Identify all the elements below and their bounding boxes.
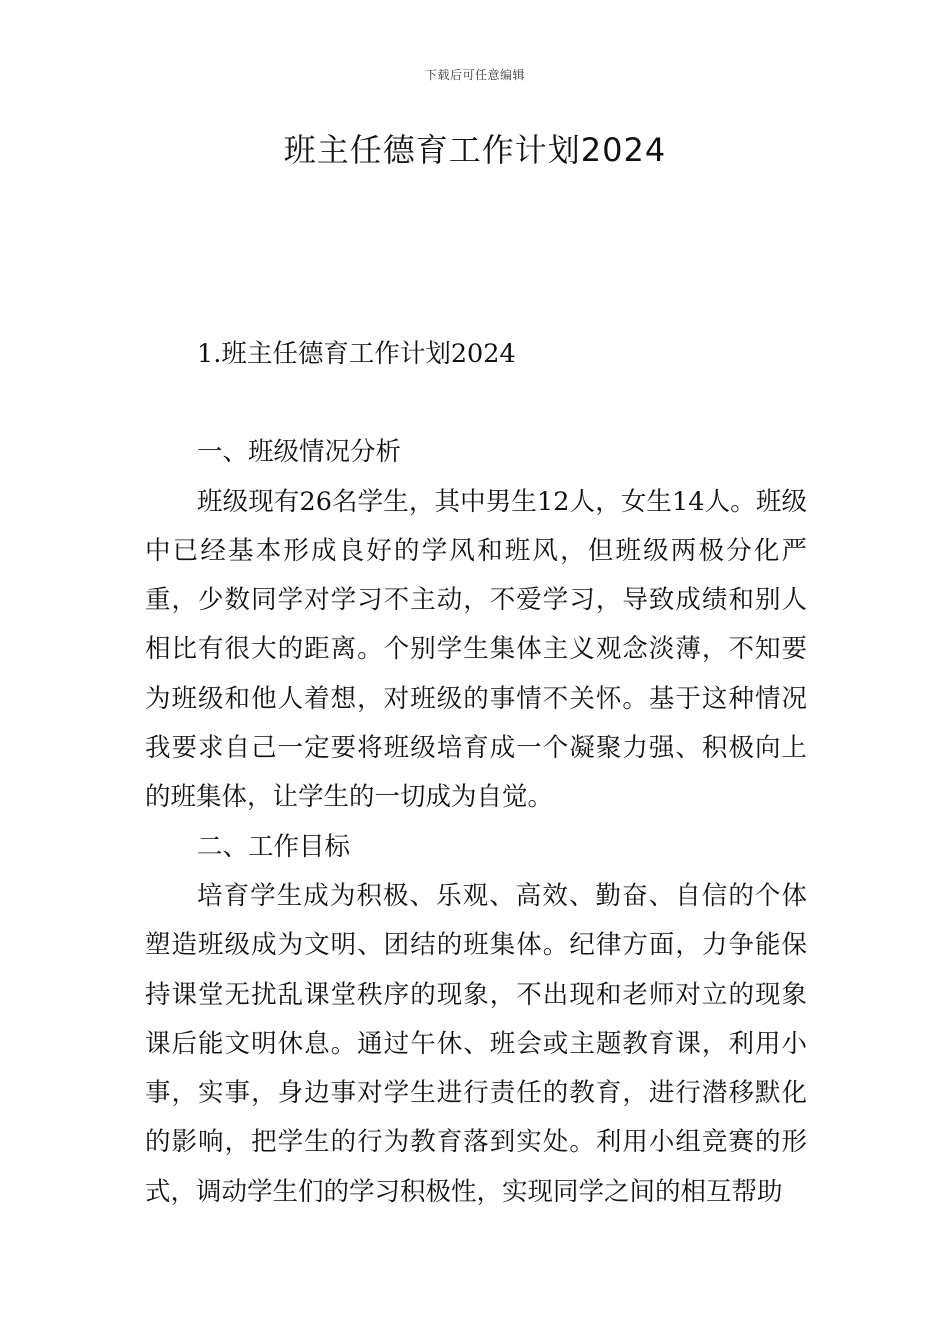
- header-note: 下载后可任意编辑: [424, 68, 525, 82]
- section-heading-goals: 二、工作目标: [197, 831, 351, 862]
- section-paragraph-goals: 培育学生成为积极、乐观、高效、勤奋、自信的个体塑造班级成为文明、团结的班集体。纪律方面，力争能保持课堂无扰乱课堂秩序的现象，不出现和老师对立的现象课后能文明休息。通过午休、班会或主题教育课，利用小事，实事，身边事对学生进行责任的教育，进行潜移默化的影响，把学生的行为教育落到实处。利用小组竞赛的形式，调动学生们的学习积极性，实现同学之间的相互帮助: [145, 880, 807, 1207]
- subtitle: 1.班主任德育工作计划2024: [197, 339, 516, 369]
- section-paragraph-analysis: 班级现有26名学生，其中男生12人，女生14人。班级中已经基本形成良好的学风和班风，但班级两极分化严重，少数同学对学习不主动，不爱学习，导致成绩和别人相比有很大的距离。个别学生集体主义观念淡薄，不知要为班级和他人着想，对班级的事情不关怀。基于这种情况我要求自己一定要将班级培育成一个凝聚力强、积极向上的班集体，让学生的一切成为自觉。: [145, 486, 807, 813]
- section-heading-analysis: 一、班级情况分析: [197, 437, 402, 468]
- document-body: [145, 330, 807, 1217]
- document-title: 班主任德育工作计划2024: [283, 131, 667, 169]
